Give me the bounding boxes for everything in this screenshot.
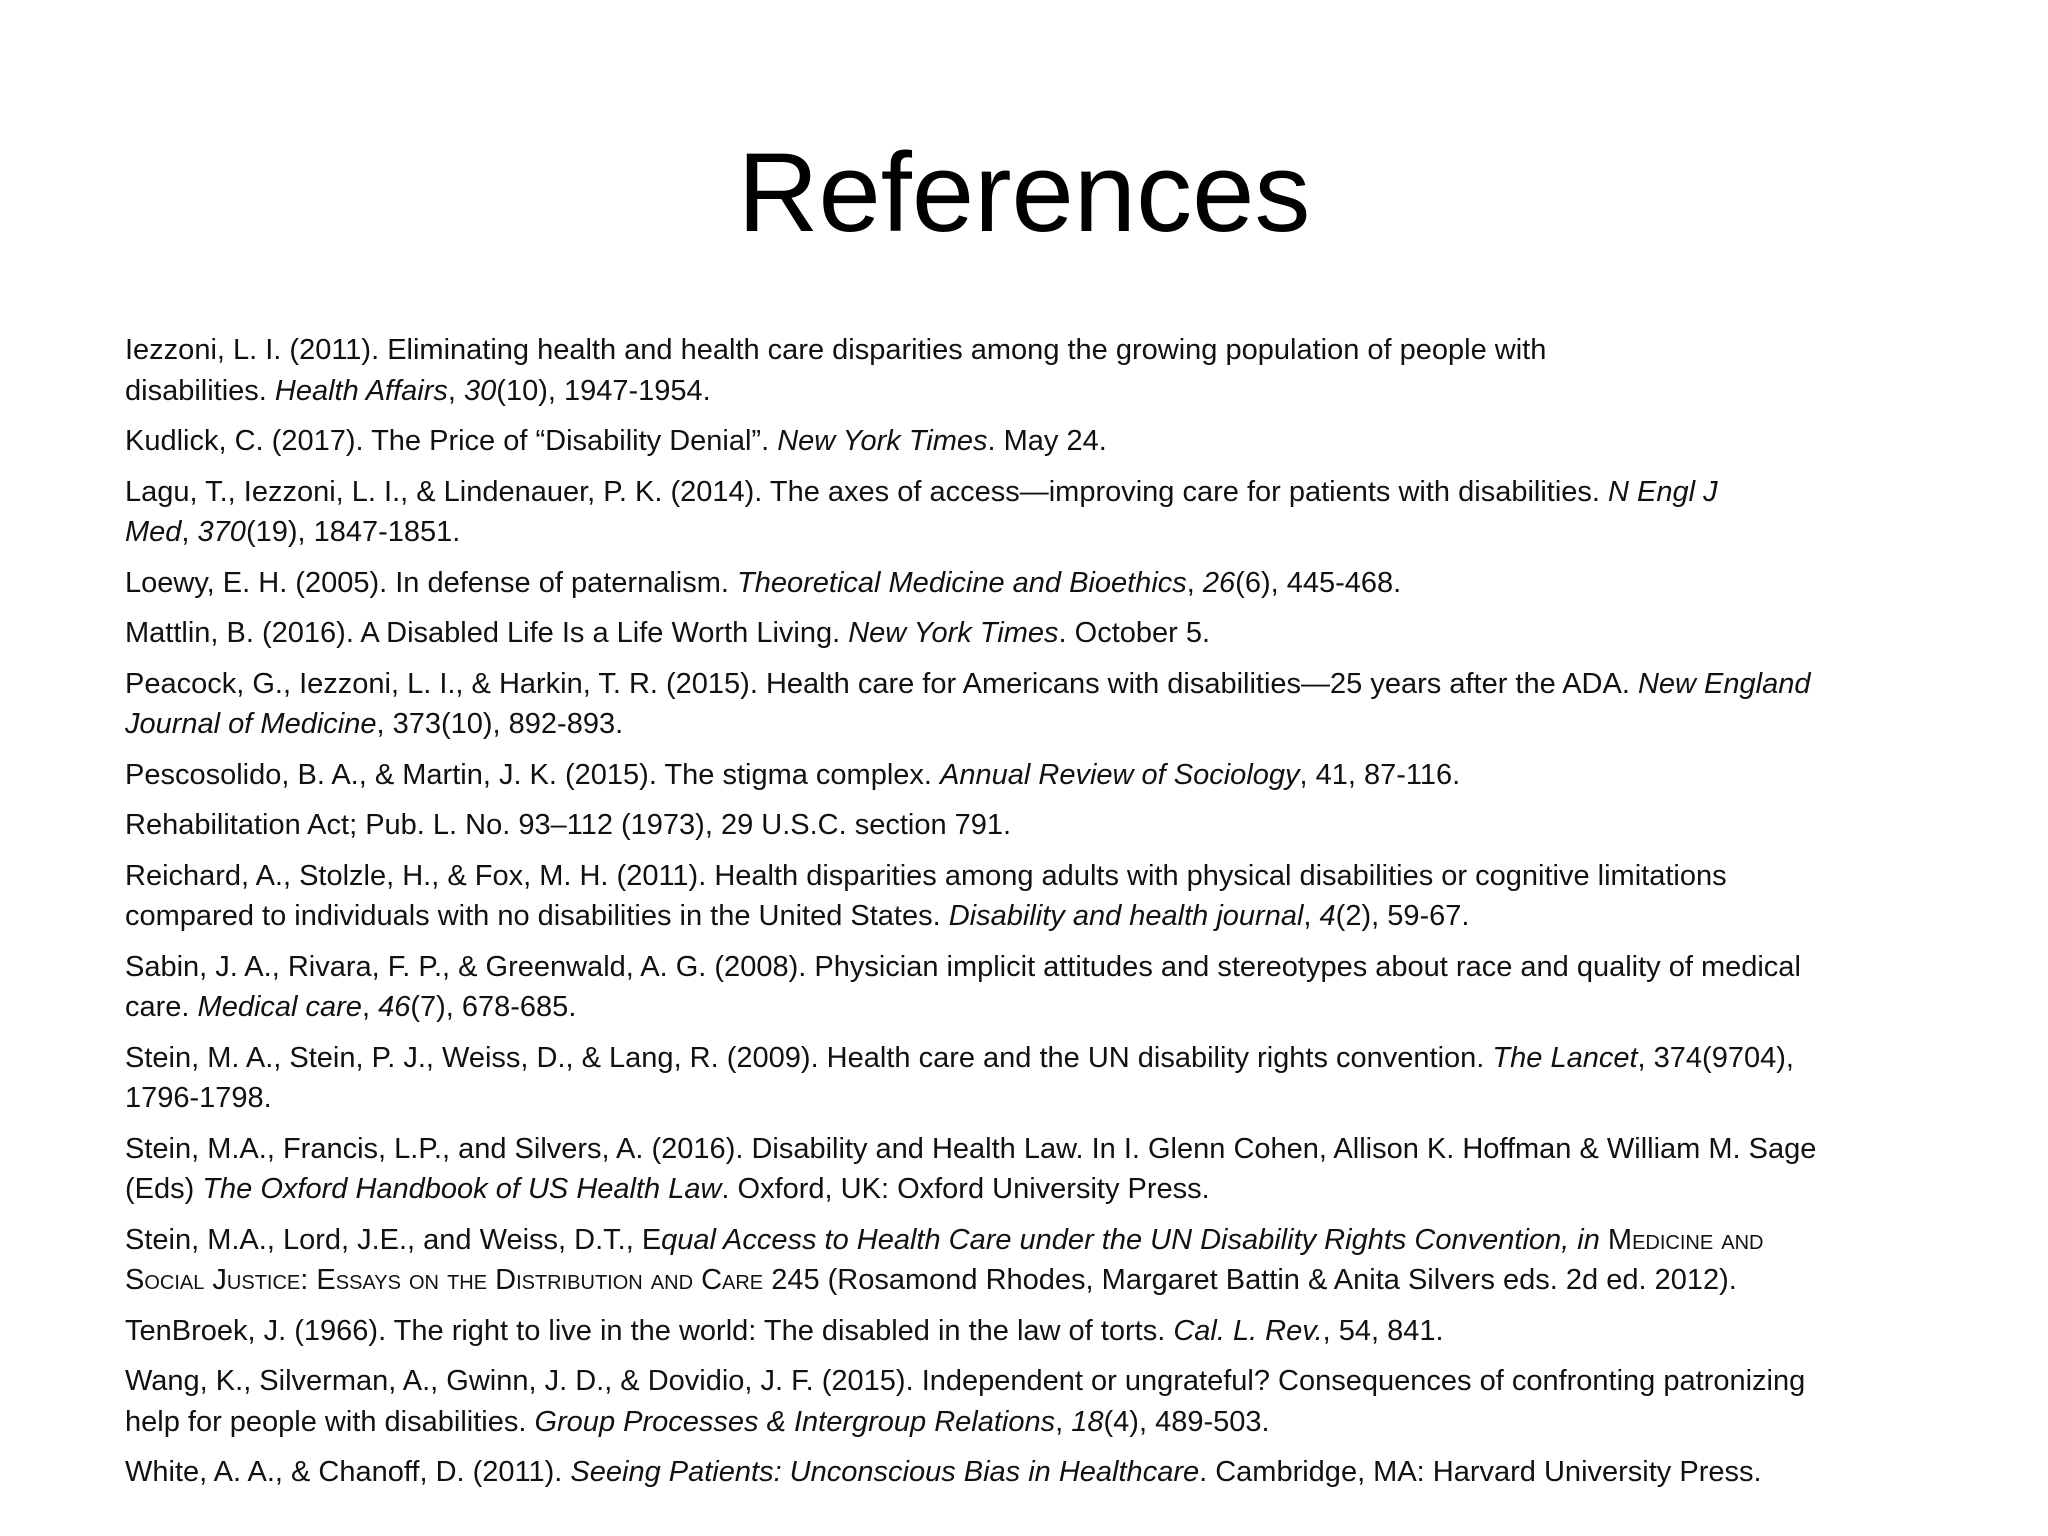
reference-item [125, 856, 1955, 937]
reference-italic-text: 370 [197, 516, 246, 548]
reference-smallcaps-text: Social Justice [125, 1264, 301, 1296]
reference-italic-text: Annual Review of Sociology [940, 758, 1300, 791]
reference-italic-text: 4 [1319, 900, 1336, 932]
reference-text: , [1303, 900, 1320, 932]
reference-text: Stein, M.A., Francis, L.P., and Silvers, A. (2016). Disability and Health Law. In I. Glenn Cohen, Allison K. Hoffman & William M. Sage [125, 1132, 1817, 1165]
reference-text: , [181, 516, 198, 548]
reference-text: Peacock, G., Iezzoni, L. I., & Harkin, T. R. (2015). Health care for Americans with disabilities—25 years after the ADA. [125, 667, 1638, 700]
reference-italic-text: 18 [1071, 1405, 1104, 1438]
reference-item [125, 421, 1955, 462]
reference-text: . May 24. [987, 425, 1107, 457]
reference-italic-text: Group Processes & Intergroup Relations [534, 1405, 1056, 1438]
reference-item [125, 755, 1955, 796]
reference-text: help for people with disabilities. [125, 1405, 535, 1438]
reference-text: Kudlick, C. (2017). The Price of “Disability Denial”. [125, 425, 778, 457]
reference-text: Lagu, T., Iezzoni, L. I., & Lindenauer, P. K. (2014). The axes of access—improving care for patients with disabilities. [125, 475, 1609, 508]
reference-text: , [361, 991, 379, 1023]
reference-text: (19), 1847-1851. [245, 516, 461, 548]
reference-smallcaps-text: Essays on the Distribution and Care [316, 1264, 764, 1296]
reference-text: , [1055, 1405, 1072, 1438]
reference-italic-text: 46 [378, 991, 411, 1023]
reference-text: (2), 59-67. [1335, 900, 1470, 932]
reference-item [125, 613, 1955, 654]
reference-text: Wang, K., Silverman, A., Gwinn, J. D., & Dovidio, J. F. (2015). Independent or ungrateful? Consequences of confronting patronizing [125, 1365, 1806, 1397]
reference-item [125, 472, 1955, 553]
reference-text: Rehabilitation Act; Pub. L. No. 93–112 (1973), 29 U.S.C. section 791. [125, 809, 1012, 841]
reference-list [125, 330, 1955, 1503]
reference-text: Stein, M. A., Stein, P. J., Weiss, D., & Lang, R. (2009). Health care and the UN disability rights convention. [125, 1041, 1493, 1074]
reference-text: . Oxford, UK: Oxford University Press. [721, 1173, 1210, 1205]
reference-text: , 54, 841. [1322, 1314, 1444, 1347]
reference-item [125, 805, 1955, 846]
reference-italic-text: N Engl J [1608, 475, 1718, 508]
reference-item [125, 1038, 1955, 1119]
reference-text: compared to individuals with no disabilities in the United States. [125, 900, 949, 932]
reference-italic-text: qual Access to Health Care under the UN Disability Rights Convention, in [661, 1223, 1600, 1256]
reference-text: disabilities. [125, 374, 275, 407]
reference-item [125, 330, 1955, 411]
reference-text: (7), 678-685. [410, 991, 577, 1023]
reference-italic-text: 26 [1202, 566, 1236, 599]
reference-text: Reichard, A., Stolzle, H., & Fox, M. H. (2011). Health disparities among adults with physical disabilities or cognitive limitations [125, 859, 1727, 892]
reference-italic-text: Disability and health journal [948, 900, 1304, 932]
reference-text: Loewy, E. H. (2005). In defense of paternalism. [125, 566, 738, 599]
reference-text: White, A. A., & Chanoff, D. (2011). [125, 1456, 571, 1488]
reference-italic-text: Medical care [197, 991, 362, 1023]
reference-text: , 374(9704), [1637, 1041, 1794, 1074]
reference-item [125, 1311, 1955, 1352]
reference-item [125, 1452, 1955, 1493]
reference-text: : [300, 1264, 317, 1296]
slide-title: References [737, 130, 1311, 255]
reference-italic-text: Theoretical Medicine and Bioethics [737, 566, 1187, 599]
reference-text: (Eds) [125, 1173, 203, 1205]
reference-italic-text: The Oxford Handbook of US Health Law [202, 1173, 722, 1205]
reference-text: Sabin, J. A., Rivara, F. P., & Greenwald, A. G. (2008). Physician implicit attitudes and stereotypes about race and quality of medical [125, 950, 1801, 983]
reference-italic-text: New York Times [848, 617, 1059, 649]
reference-text: . Cambridge, MA: Harvard University Press. [1199, 1456, 1762, 1488]
reference-italic-text: The Lancet [1492, 1041, 1638, 1074]
reference-text: TenBroek, J. (1966). The right to live in the world: The disabled in the law of torts. [125, 1314, 1174, 1347]
reference-italic-text: Med [125, 516, 182, 548]
reference-text: Iezzoni, L. I. (2011). Eliminating health and health care disparities among the growing population of people with [125, 334, 1547, 366]
reference-italic-text: Journal of Medicine [125, 708, 377, 740]
reference-text: , [447, 374, 465, 407]
reference-text: 245 (Rosamond Rhodes, Margaret Battin & Anita Silvers eds. 2d ed. 2012). [763, 1264, 1737, 1296]
reference-italic-text: 30 [464, 374, 497, 407]
reference-text: (6), 445-468. [1235, 566, 1402, 599]
reference-item [125, 1129, 1955, 1210]
reference-text [1600, 1224, 1608, 1256]
reference-item [125, 947, 1955, 1028]
reference-text: (10), 1947-1954. [496, 374, 711, 407]
reference-text: , 373(10), 892-893. [376, 708, 624, 740]
reference-italic-text: New England [1637, 667, 1811, 700]
reference-item [125, 664, 1955, 745]
reference-text: (4), 489-503. [1103, 1405, 1270, 1438]
reference-item [125, 1220, 1955, 1301]
reference-text: Stein, M.A., Lord, J.E., and Weiss, D.T., E [125, 1223, 662, 1256]
reference-text: , 41, 87-116. [1299, 758, 1461, 791]
reference-text: , [1186, 566, 1203, 599]
reference-italic-text: Cal. L. Rev. [1173, 1314, 1323, 1347]
reference-text: 1796-1798. [125, 1082, 272, 1114]
reference-italic-text: Health Affairs [274, 374, 448, 407]
reference-text: Pescosolido, B. A., & Martin, J. K. (2015). The stigma complex. [125, 758, 941, 791]
reference-text: Mattlin, B. (2016). A Disabled Life Is a Life Worth Living. [125, 617, 849, 649]
reference-smallcaps-text: Medicine and [1607, 1223, 1764, 1256]
reference-text: . October 5. [1058, 617, 1211, 649]
reference-text: care. [125, 991, 198, 1023]
reference-italic-text: Seeing Patients: Unconscious Bias in Healthcare [570, 1456, 1200, 1488]
reference-item [125, 1361, 1955, 1442]
reference-italic-text: New York Times [777, 425, 988, 457]
reference-item [125, 563, 1955, 604]
